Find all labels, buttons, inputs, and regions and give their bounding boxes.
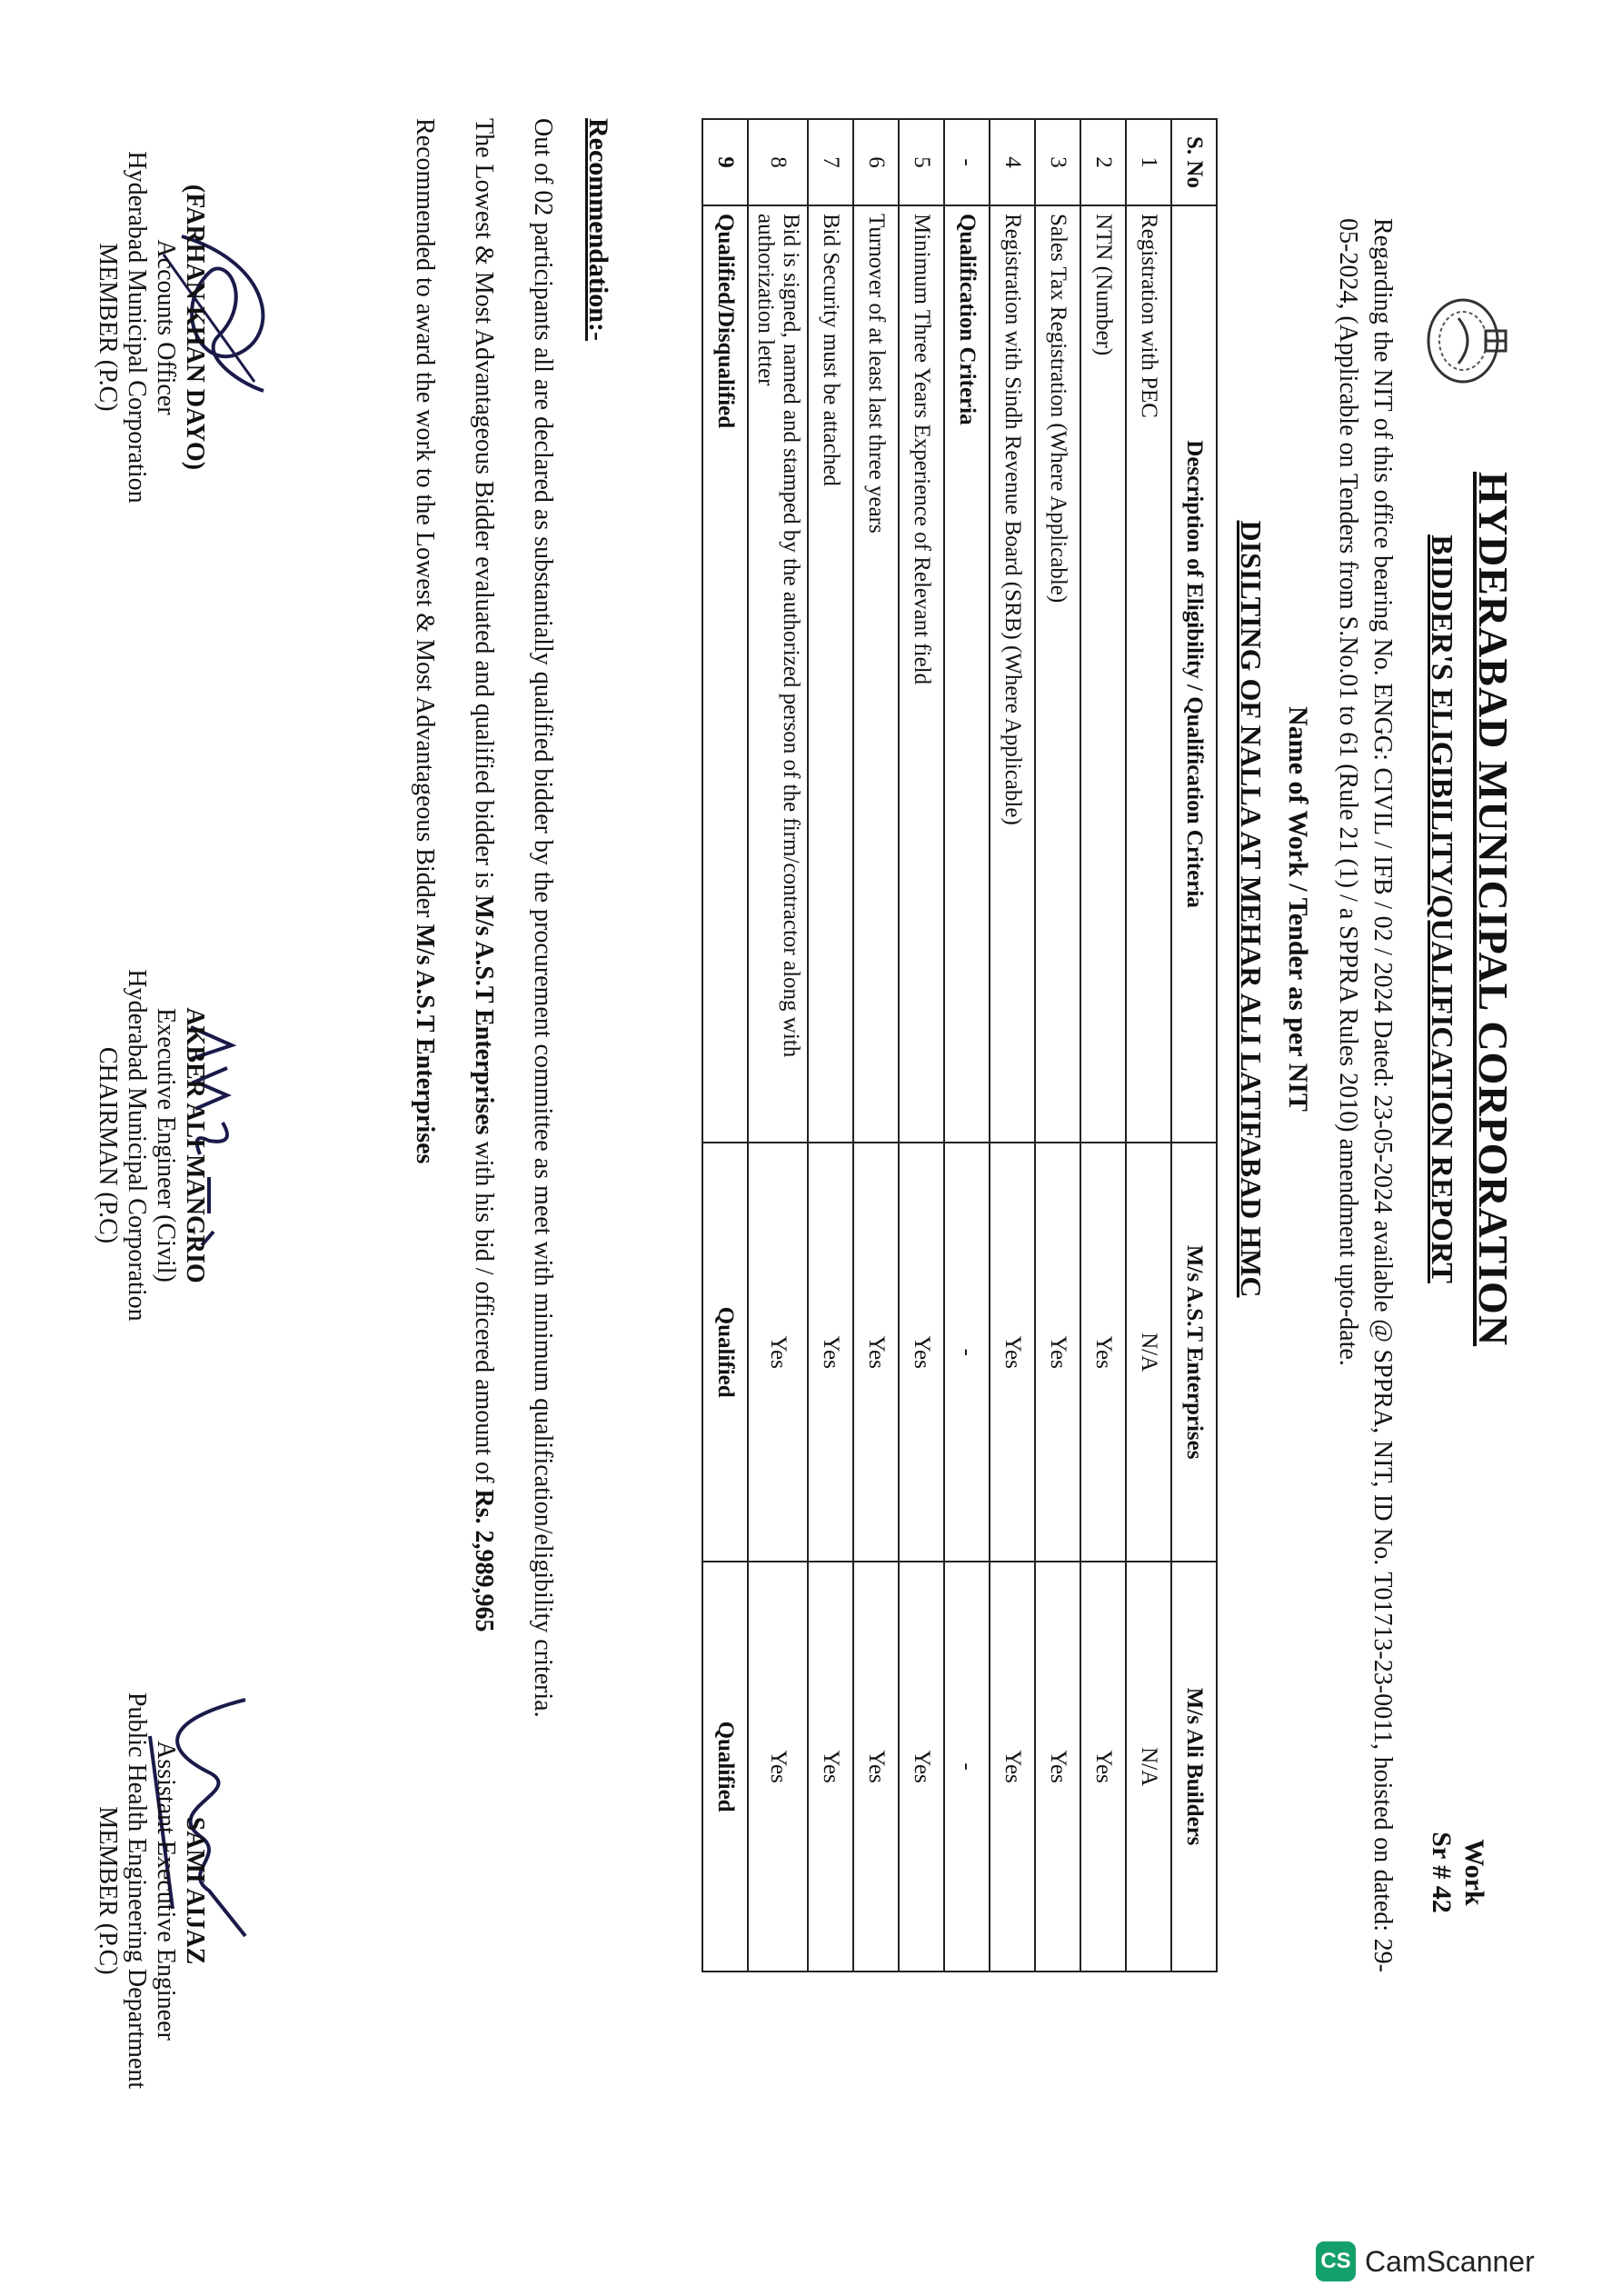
row-sno: - bbox=[944, 119, 990, 205]
row-bidder-1-value: Yes bbox=[1035, 1143, 1080, 1562]
row-sno: 2 bbox=[1080, 119, 1126, 205]
row-sno: 3 bbox=[1035, 119, 1080, 205]
para3-prefix: Recommended to award the work to the Lowest & Most Advantageous Bidder bbox=[411, 118, 439, 924]
signatory-block-1 bbox=[93, 100, 209, 554]
report-title: BIDDER'S ELIGIBILITY/QUALIFICATION REPORT bbox=[1425, 534, 1458, 1283]
row-description: Qualification Criteria bbox=[944, 205, 990, 1143]
row-description: NTN (Number) bbox=[1080, 205, 1126, 1143]
header-sno: S. No bbox=[1171, 119, 1217, 205]
work-name: DISILTING OF NALLA AT MEHAR ALI LATIFABAD HMC bbox=[1235, 520, 1268, 1298]
table-row bbox=[853, 119, 899, 1972]
signatory-designation: Assistant Executive Engineer bbox=[152, 1741, 180, 2041]
header-bidder-2: M/s Ali Builders bbox=[1171, 1562, 1217, 1972]
row-bidder-2-value: Yes bbox=[1035, 1562, 1080, 1972]
row-bidder-2-value: Yes bbox=[808, 1562, 853, 1972]
signatory-organization: Hyderabad Municipal Corporation bbox=[123, 969, 151, 1322]
row-bidder-1-value: Yes bbox=[808, 1143, 853, 1562]
row-sno: 8 bbox=[748, 119, 808, 205]
signatory-organization: Public Health Engineering Department bbox=[123, 1692, 151, 2090]
header-bidder-1: M/s A.S.T Enterprises bbox=[1171, 1143, 1217, 1562]
row-bidder-2-value: Yes bbox=[1080, 1562, 1126, 1972]
header-description: Description of Eligibility / Qualification Criteria bbox=[1171, 205, 1217, 1143]
row-sno: 6 bbox=[853, 119, 899, 205]
signatory-name: (FARHAN KHAN DAYO) bbox=[181, 184, 209, 471]
recommended-bidder-name: M/s A.S.T Enterprises bbox=[411, 923, 439, 1164]
row-sno: 5 bbox=[899, 119, 944, 205]
row-description: Registration with PEC bbox=[1126, 205, 1171, 1143]
row-description: Minimum Three Years Experience of Relevant field bbox=[899, 205, 944, 1143]
recommendation-heading: Recommendation:- bbox=[583, 118, 613, 341]
para2-middle: with his bid / officered amount of bbox=[470, 1134, 498, 1490]
camscanner-text: CamScanner bbox=[1365, 2244, 1535, 2278]
row-bidder-2-value: Yes bbox=[748, 1562, 808, 1972]
signatory-block-2 bbox=[93, 909, 209, 1382]
row-bidder-1-value: Yes bbox=[748, 1143, 808, 1562]
signatory-designation: Executive Engineer (Civil) bbox=[152, 1008, 180, 1283]
signatory-name: SAMI AIJAZ bbox=[181, 1816, 209, 1965]
row-description: Bid is signed, named and stamped by the authorized person of the firm/contractor along with authorization letter bbox=[748, 205, 808, 1143]
camscanner-logo-icon: CS bbox=[1316, 2241, 1356, 2281]
row-description: Bid Security must be attached bbox=[808, 205, 853, 1143]
row-bidder-1-value: Yes bbox=[899, 1143, 944, 1562]
signatory-role: MEMBER (P.C) bbox=[94, 243, 122, 412]
recommendation-paragraph-1: Out of 02 participants all are declared as substantially qualified bidder by the procurement committee as meet with minimum qualification/eligibility criteria. bbox=[529, 118, 557, 1718]
row-bidder-2-value: Yes bbox=[853, 1562, 899, 1972]
row-bidder-1-value: Qualified bbox=[702, 1143, 748, 1562]
signatory-designation: Accounts Officer bbox=[152, 239, 180, 415]
table-row bbox=[944, 119, 990, 1972]
intro-paragraph: Regarding the NIT of this office bearing No. ENGG: CIVIL / IFB / 02 / 2024 Dated: 23-05-2024 available @ SPPRA, NIT, ID No. T01713-23-0011, hoisted on dated: 29-05-2024, (Applicable on Tenders from S.No.01 to 61 (Rule 21 (1) / a SPPRA Rules 2010) amendment upto-date. bbox=[1334, 218, 1397, 1972]
row-description: Sales Tax Registration (Where Applicable) bbox=[1035, 205, 1080, 1143]
table-row bbox=[990, 119, 1035, 1972]
work-label: Work bbox=[1459, 1839, 1489, 1906]
table-row bbox=[899, 119, 944, 1972]
row-bidder-2-value: - bbox=[944, 1562, 990, 1972]
work-label-heading: Name of Work / Tender as per NIT bbox=[1283, 706, 1313, 1112]
camscanner-watermark bbox=[1316, 2241, 1535, 2282]
recommendation-paragraph-2 bbox=[467, 118, 500, 2027]
row-bidder-2-value: Qualified bbox=[702, 1562, 748, 1972]
para2-prefix: The Lowest & Most Advantageous Bidder evaluated and qualified bidder is bbox=[470, 118, 498, 895]
row-bidder-2-value: Yes bbox=[899, 1562, 944, 1972]
row-bidder-1-value: Yes bbox=[1080, 1143, 1126, 1562]
table-header-row bbox=[1171, 119, 1217, 1972]
row-sno: 9 bbox=[702, 119, 748, 205]
signatory-role: CHAIRMAN (P.C) bbox=[94, 1046, 122, 1244]
table-row bbox=[748, 119, 808, 1972]
signatory-organization: Hyderabad Municipal Corporation bbox=[123, 151, 151, 504]
row-sno: 1 bbox=[1126, 119, 1171, 205]
row-sno: 4 bbox=[990, 119, 1035, 205]
row-bidder-1-value: Yes bbox=[990, 1143, 1035, 1562]
row-sno: 7 bbox=[808, 119, 853, 205]
row-description: Registration with Sindh Revenue Board (SRB) (Where Applicable) bbox=[990, 205, 1035, 1143]
signatory-block-3 bbox=[93, 1645, 209, 2136]
row-bidder-1-value: Yes bbox=[853, 1143, 899, 1562]
table-row bbox=[1080, 119, 1126, 1972]
eligibility-table bbox=[702, 118, 1218, 1972]
organization-title: HYDERABAD MUNICIPAL CORPORATION bbox=[1470, 471, 1517, 1347]
row-bidder-1-value: - bbox=[944, 1143, 990, 1562]
row-description: Qualified/Disqualified bbox=[702, 205, 748, 1143]
lowest-bidder-name: M/s A.S.T Enterprises bbox=[470, 894, 498, 1135]
serial-number: Sr # 42 bbox=[1427, 1832, 1457, 1913]
recommendation-paragraph-3 bbox=[408, 118, 441, 2027]
table-row bbox=[1035, 119, 1080, 1972]
bid-amount: Rs. 2,989,965 bbox=[470, 1489, 498, 1632]
signatory-name: AKBER ALI MANGRIO bbox=[181, 1007, 209, 1283]
signatory-role: MEMBER (P.C) bbox=[94, 1806, 122, 1975]
work-serial-tag bbox=[1425, 1782, 1490, 1963]
table-row bbox=[1126, 119, 1171, 1972]
table-row bbox=[702, 119, 748, 1972]
table-row bbox=[808, 119, 853, 1972]
row-bidder-1-value: N/A bbox=[1126, 1143, 1171, 1562]
row-bidder-2-value: Yes bbox=[990, 1562, 1035, 1972]
row-bidder-2-value: N/A bbox=[1126, 1562, 1171, 1972]
row-description: Turnover of at least last three years bbox=[853, 205, 899, 1143]
